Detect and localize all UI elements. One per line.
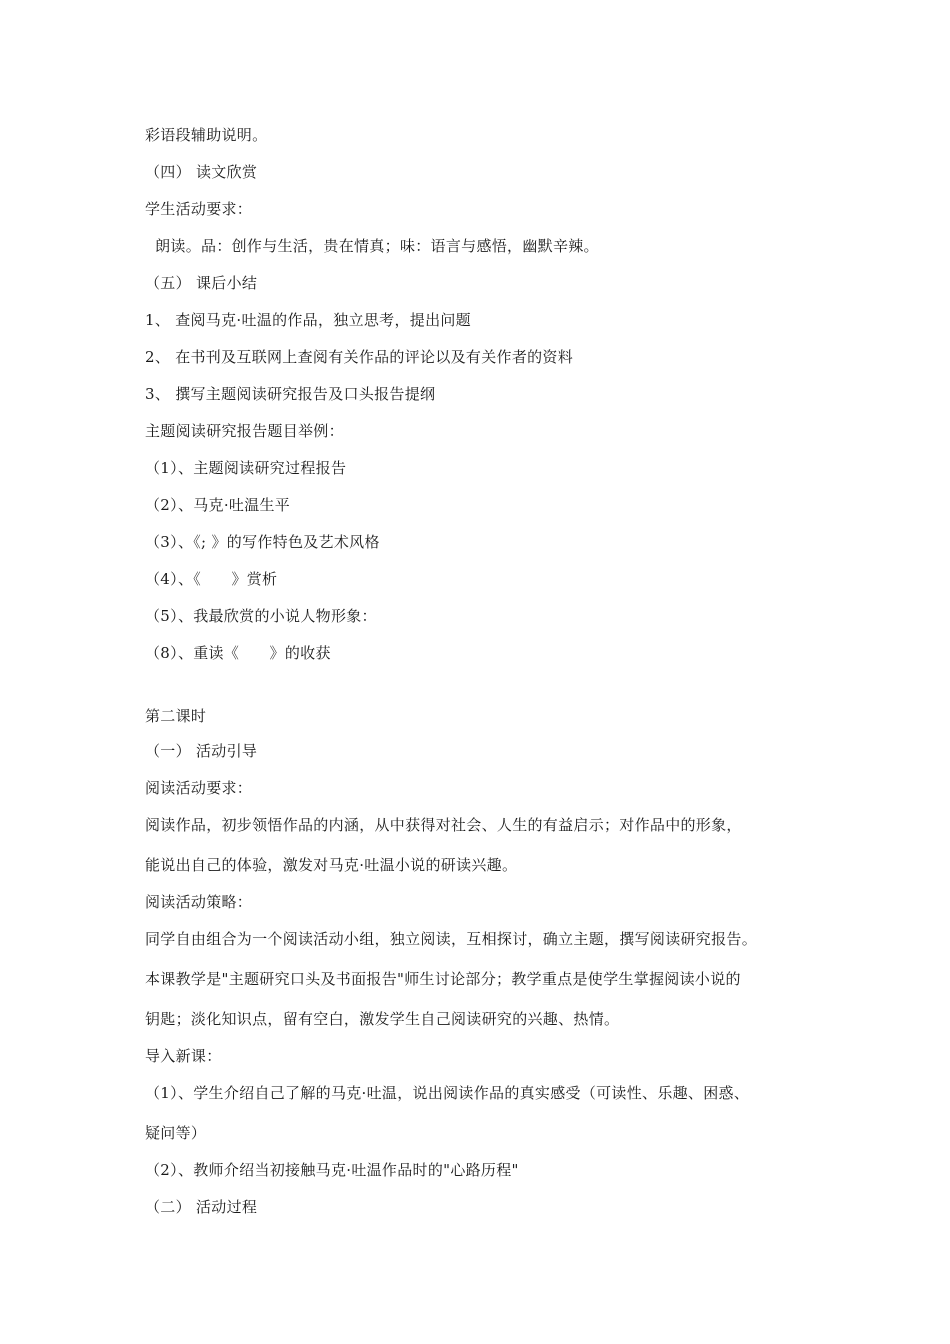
section-heading: （二） 活动过程 <box>145 1198 258 1216</box>
list-item: （8）、重读《 》的收获 <box>145 644 331 662</box>
text-line: 彩语段辅助说明。 <box>145 126 268 144</box>
text-line: 同学自由组合为一个阅读活动小组，独立阅读，互相探讨，确立主题，撰写阅读研究报告。 <box>145 930 758 948</box>
lesson-heading: 第二课时 <box>145 707 207 725</box>
section-heading: （四） 读文欣赏 <box>145 163 258 181</box>
text-line: 能说出自己的体验，激发对马克·吐温小说的研读兴趣。 <box>145 856 518 874</box>
text-line: 阅读作品，初步领悟作品的内涵，从中获得对社会、人生的有益启示；对作品中的形象， <box>145 816 742 834</box>
text-line: 阅读活动策略： <box>145 893 253 911</box>
section-heading: （五） 课后小结 <box>145 274 258 292</box>
list-item: （1）、主题阅读研究过程报告 <box>145 459 347 477</box>
list-item: 疑问等） <box>145 1124 207 1142</box>
text-line: 学生活动要求： <box>145 200 253 218</box>
text-line: 主题阅读研究报告题目举例： <box>145 422 344 440</box>
list-item: （4）、《 》赏析 <box>145 570 278 588</box>
text-line: 阅读活动要求： <box>145 779 253 797</box>
text-line: 导入新课： <box>145 1047 222 1065</box>
list-item: 2、 在书刊及互联网上查阅有关作品的评论以及有关作者的资料 <box>145 348 574 366</box>
list-item: （1）、学生介绍自己了解的马克·吐温，说出阅读作品的真实感受（可读性、乐趣、困惑、 <box>145 1084 750 1102</box>
text-line: 朗读。品：创作与生活，贵在情真；味：语言与感悟，幽默辛辣。 <box>145 237 599 255</box>
text-line: 本课教学是"主题研究口头及书面报告"师生讨论部分；教学重点是使学生掌握阅读小说的 <box>145 970 741 988</box>
list-item: （5）、我最欣赏的小说人物形象： <box>145 607 377 625</box>
list-item: 1、 查阅马克·吐温的作品，独立思考，提出问题 <box>145 311 471 329</box>
list-item: （2）、教师介绍当初接触马克·吐温作品时的"心路历程" <box>145 1161 519 1179</box>
list-item: （3）、《; 》的写作特色及艺术风格 <box>145 533 380 551</box>
list-item: （2）、马克·吐温生平 <box>145 496 291 514</box>
section-heading: （一） 活动引导 <box>145 742 258 760</box>
list-item: 3、 撰写主题阅读研究报告及口头报告提纲 <box>145 385 436 403</box>
text-line: 钥匙；淡化知识点，留有空白，激发学生自己阅读研究的兴趣、热情。 <box>145 1010 620 1028</box>
